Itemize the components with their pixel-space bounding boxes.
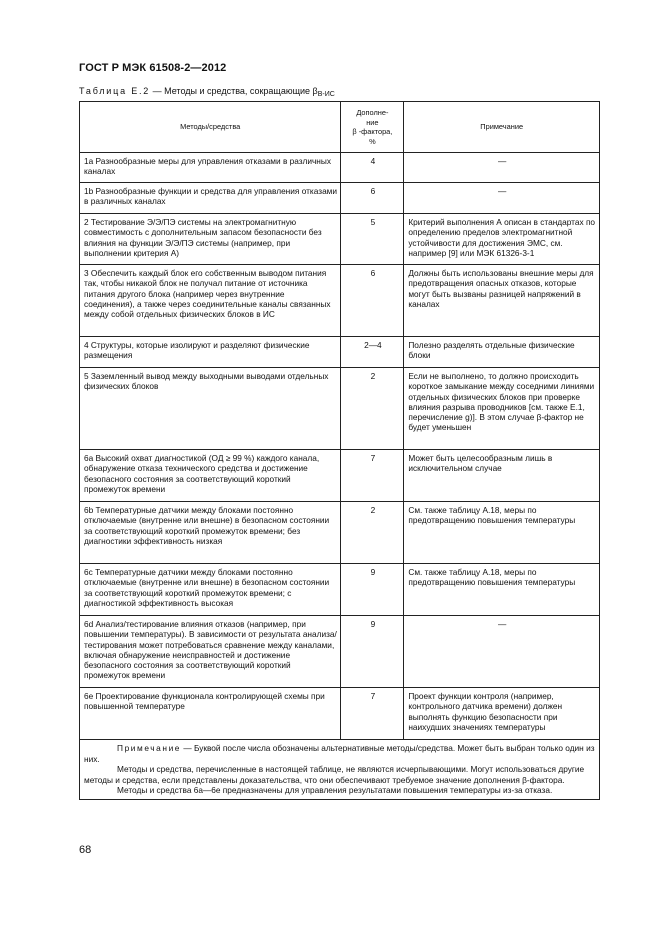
table-caption-dash: — [150, 86, 165, 96]
factor-value-cell: 2 [341, 368, 404, 450]
method-cell: 6е Проектирование функционала контролирующей схемы при повышенной температуре [80, 688, 341, 740]
note-cell: — [404, 616, 600, 688]
factor-header-line: ние [366, 117, 379, 127]
factor-value-cell: 2—4 [341, 337, 404, 368]
note-cell: Проект функции контроля (например, контрольного датчика времени) должен выполнять функцию безопасности при наихудших значениях температуры [404, 688, 600, 740]
table-row [80, 153, 600, 183]
method-cell: 6d Анализ/тестирование влияния отказов (например, при повышении температуры). В зависимости от результата анализа/тестирования может потребоваться сравнение между каналами, включая обнаружение неисправностей и достижение безопасного состояния за соответствующий короткий промежуток времени [80, 616, 341, 688]
table-caption [79, 86, 335, 98]
note-cell: Критерий выполнения А описан в стандартах по определению пределов электромагнитной устойчивости для достижения ЭМС, см. например [9] или МЭК 61326-3-1 [404, 214, 600, 265]
table-row [80, 368, 600, 450]
factor-value-cell: 7 [341, 688, 404, 740]
method-cell: 1а Разнообразные меры для управления отказами в различных каналах [80, 153, 341, 183]
column-header-methods: Методы/средства [80, 102, 341, 153]
method-cell: 3 Обеспечить каждый блок его собственным выводом питания так, чтобы никакой блок не получал питание от источника питания другого блока (например через внутренние соединения), а также через соединительные каналы связанных между собой отдельных физических блоков в ИС [80, 265, 341, 337]
footnote-label: Примечание [117, 743, 182, 753]
method-cell: 1b Разнообразные функции и средства для управления отказами в различных каналах [80, 183, 341, 214]
note-cell: Полезно разделять отдельные физические блоки [404, 337, 600, 368]
footnote-paragraph [84, 743, 596, 764]
footnote-row [80, 740, 600, 800]
methods-table [79, 101, 600, 800]
column-header-factor [341, 102, 404, 153]
table-row [80, 616, 600, 688]
table-row [80, 450, 600, 502]
method-cell: 6b Температурные датчики между блоками постоянно отключаемые (внутренне или внешне) в безопасном состоянии за соответствующий короткий промежуток времени; без диагностики эффективность низкая [80, 502, 341, 564]
footnote-paragraph: Методы и средства 6а—6е предназначены для управления результатами повышения температуры из-за отказа. [117, 785, 553, 796]
note-cell: — [404, 183, 600, 214]
footnote-paragraph: Методы и средства, перечисленные в настоящей таблице, не являются исчерпывающими. Могут использоваться другие методы и средства, если представлены доказательства, что они обеспечивают требуемое значение дополнения β-фактора. [84, 764, 585, 785]
table-row [80, 502, 600, 564]
note-cell: Должны быть использованы внешние меры для предотвращения опасных отказов, которые могут быть вызваны разницей напряжений в каналах [404, 265, 600, 337]
note-cell: Если не выполнено, то должно происходить короткое замыкание между соседними линиями отдельных физических блоков при проверке влияния разрыва проводников [см. также Е.1, перечисление g)]. В этом случае β-фактор не будет уменьшен [404, 368, 600, 450]
factor-value-cell: 6 [341, 183, 404, 214]
table-caption-label: Таблица Е.2 [79, 86, 151, 96]
table-caption-subscript: В-ИС [317, 91, 335, 98]
table-row [80, 337, 600, 368]
table-row [80, 183, 600, 214]
footnote-text: — Буквой после числа обозначены альтернативные методы/средства. Может быть выбран только один из них. [84, 743, 595, 764]
note-cell: — [404, 153, 600, 183]
table-row [80, 688, 600, 740]
factor-value-cell: 6 [341, 265, 404, 337]
factor-value-cell: 5 [341, 214, 404, 265]
factor-header-line: % [369, 136, 376, 146]
factor-header-line: Дополне- [356, 108, 389, 117]
factor-value-cell: 2 [341, 502, 404, 564]
table-row [80, 564, 600, 616]
table-caption-text: Методы и средства, сокращающие β [164, 86, 318, 96]
method-cell: 4 Структуры, которые изолируют и разделяют физические размещения [80, 337, 341, 368]
method-cell: 6а Высокий охват диагностикой (ОД ≥ 99 %) каждого канала, обнаружение отказа технического средства и достижение безопасного состояния за соответствующий короткий промежуток времени [80, 450, 341, 502]
method-cell: 2 Тестирование Э/Э/ПЭ системы на электромагнитную совместимость с дополнительным запасом безопасности без влияния на функции Э/Э/ПЭ системы (например, при выполнении критерия А) [80, 214, 341, 265]
note-cell: Может быть целесообразным лишь в исключительном случае [404, 450, 600, 502]
factor-value-cell: 9 [341, 564, 404, 616]
page-number: 68 [79, 844, 92, 856]
table-footnote [80, 740, 600, 800]
factor-value-cell: 7 [341, 450, 404, 502]
factor-value-cell: 9 [341, 616, 404, 688]
method-cell: 6с Температурные датчики между блоками постоянно отключаемые (внутренне или внешне) в безопасном состоянии за соответствующий короткий промежуток времени; с диагностикой эффективность высокая [80, 564, 341, 616]
method-cell: 5 Заземленный вывод между выходными выводами отдельных физических блоков [80, 368, 341, 450]
document-header: ГОСТ Р МЭК 61508-2—2012 [79, 62, 227, 74]
note-cell: См. также таблицу А.18, меры по предотвращению повышения температуры [404, 502, 600, 564]
table-row [80, 265, 600, 337]
factor-value-cell: 4 [341, 153, 404, 183]
table-row [80, 214, 600, 265]
table-header-row [80, 102, 600, 153]
note-cell: См. также таблицу А.18, меры по предотвращению повышения температуры [404, 564, 600, 616]
column-header-note: Примечание [404, 102, 600, 153]
factor-header-line: β -фактора, [352, 127, 393, 136]
